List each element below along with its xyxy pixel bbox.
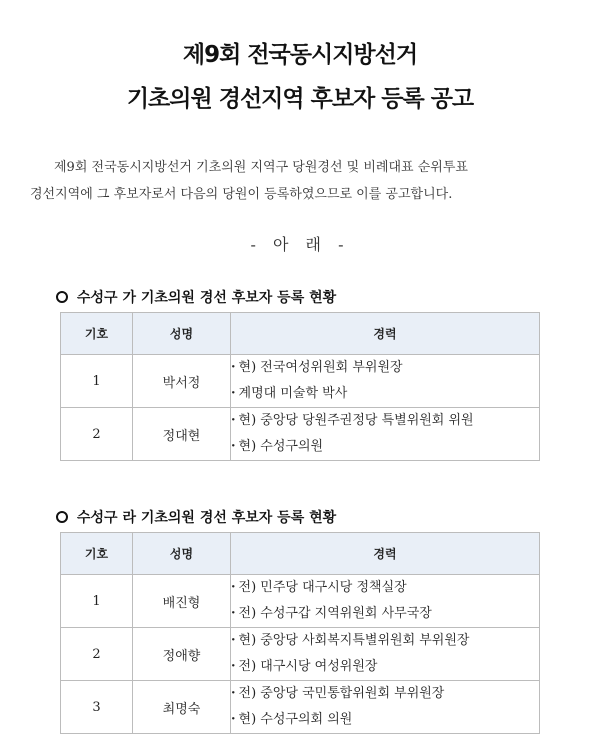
- career-item: · 계명대 미술학 박사: [231, 381, 539, 407]
- candidate-name: 정대현: [133, 408, 231, 461]
- career-item: · 현) 전국여성위원회 부위원장: [231, 355, 539, 381]
- section-heading-text: 수성구 가 기초의원 경선 후보자 등록 현황: [77, 290, 337, 306]
- table-header-row: [61, 533, 540, 575]
- hollow-circle-bullet-icon: [56, 291, 68, 303]
- intro-paragraph-line2: 경선지역에 그 후보자로서 다음의 당원이 등록하였으므로 이를 공고합니다.: [30, 187, 453, 202]
- career-item: · 현) 중앙당 사회복지특별위원회 부위원장: [231, 628, 539, 654]
- header-career: 경력: [231, 313, 540, 355]
- header-number: 기호: [61, 533, 133, 575]
- table-row: [61, 408, 540, 461]
- candidate-number: 2: [61, 408, 133, 461]
- intro-paragraph-line1: 제9회 전국동시지방선거 기초의원 지역구 당원경선 및 비례대표 순위투표: [54, 160, 468, 175]
- candidate-career: [231, 575, 540, 628]
- candidate-name: 박서정: [133, 355, 231, 408]
- career-item: · 전) 중앙당 국민통합위원회 부위원장: [231, 681, 539, 707]
- candidate-name: 정애향: [133, 628, 231, 681]
- hollow-circle-bullet-icon: [56, 511, 68, 523]
- header-career: 경력: [231, 533, 540, 575]
- candidate-name: 배진형: [133, 575, 231, 628]
- table-row: [61, 681, 540, 734]
- candidate-number: 1: [61, 355, 133, 408]
- header-name: 성명: [133, 313, 231, 355]
- table-row: [61, 355, 540, 408]
- candidate-career: [231, 681, 540, 734]
- candidate-career: [231, 408, 540, 461]
- candidate-table-ra: [60, 532, 540, 734]
- section-heading-ra: [56, 507, 336, 527]
- candidate-number: 2: [61, 628, 133, 681]
- table-header-row: [61, 313, 540, 355]
- candidate-number: 3: [61, 681, 133, 734]
- career-item: · 전) 민주당 대구시당 정책실장: [231, 575, 539, 601]
- career-item: · 전) 대구시당 여성위원장: [231, 654, 539, 680]
- candidate-career: [231, 355, 540, 408]
- table-row: [61, 628, 540, 681]
- career-item: · 현) 수성구의회 의원: [231, 707, 539, 733]
- candidate-name: 최명숙: [133, 681, 231, 734]
- section-heading-ga: [56, 287, 336, 307]
- document-title-line1: 제9회 전국동시지방선거: [182, 42, 418, 68]
- header-name: 성명: [133, 533, 231, 575]
- career-item: · 현) 수성구의원: [231, 434, 539, 460]
- career-item: · 전) 수성구갑 지역위원회 사무국장: [231, 601, 539, 627]
- candidate-table-ga: [60, 312, 540, 461]
- career-item: · 현) 중앙당 당원주권정당 특별위원회 위원: [231, 408, 539, 434]
- table-row: [61, 575, 540, 628]
- section-heading-text: 수성구 라 기초의원 경선 후보자 등록 현황: [77, 510, 337, 526]
- candidate-career: [231, 628, 540, 681]
- header-number: 기호: [61, 313, 133, 355]
- document-title-line2: 기초의원 경선지역 후보자 등록 공고: [126, 86, 474, 112]
- notice-marker: - 아 래 -: [250, 235, 350, 254]
- candidate-number: 1: [61, 575, 133, 628]
